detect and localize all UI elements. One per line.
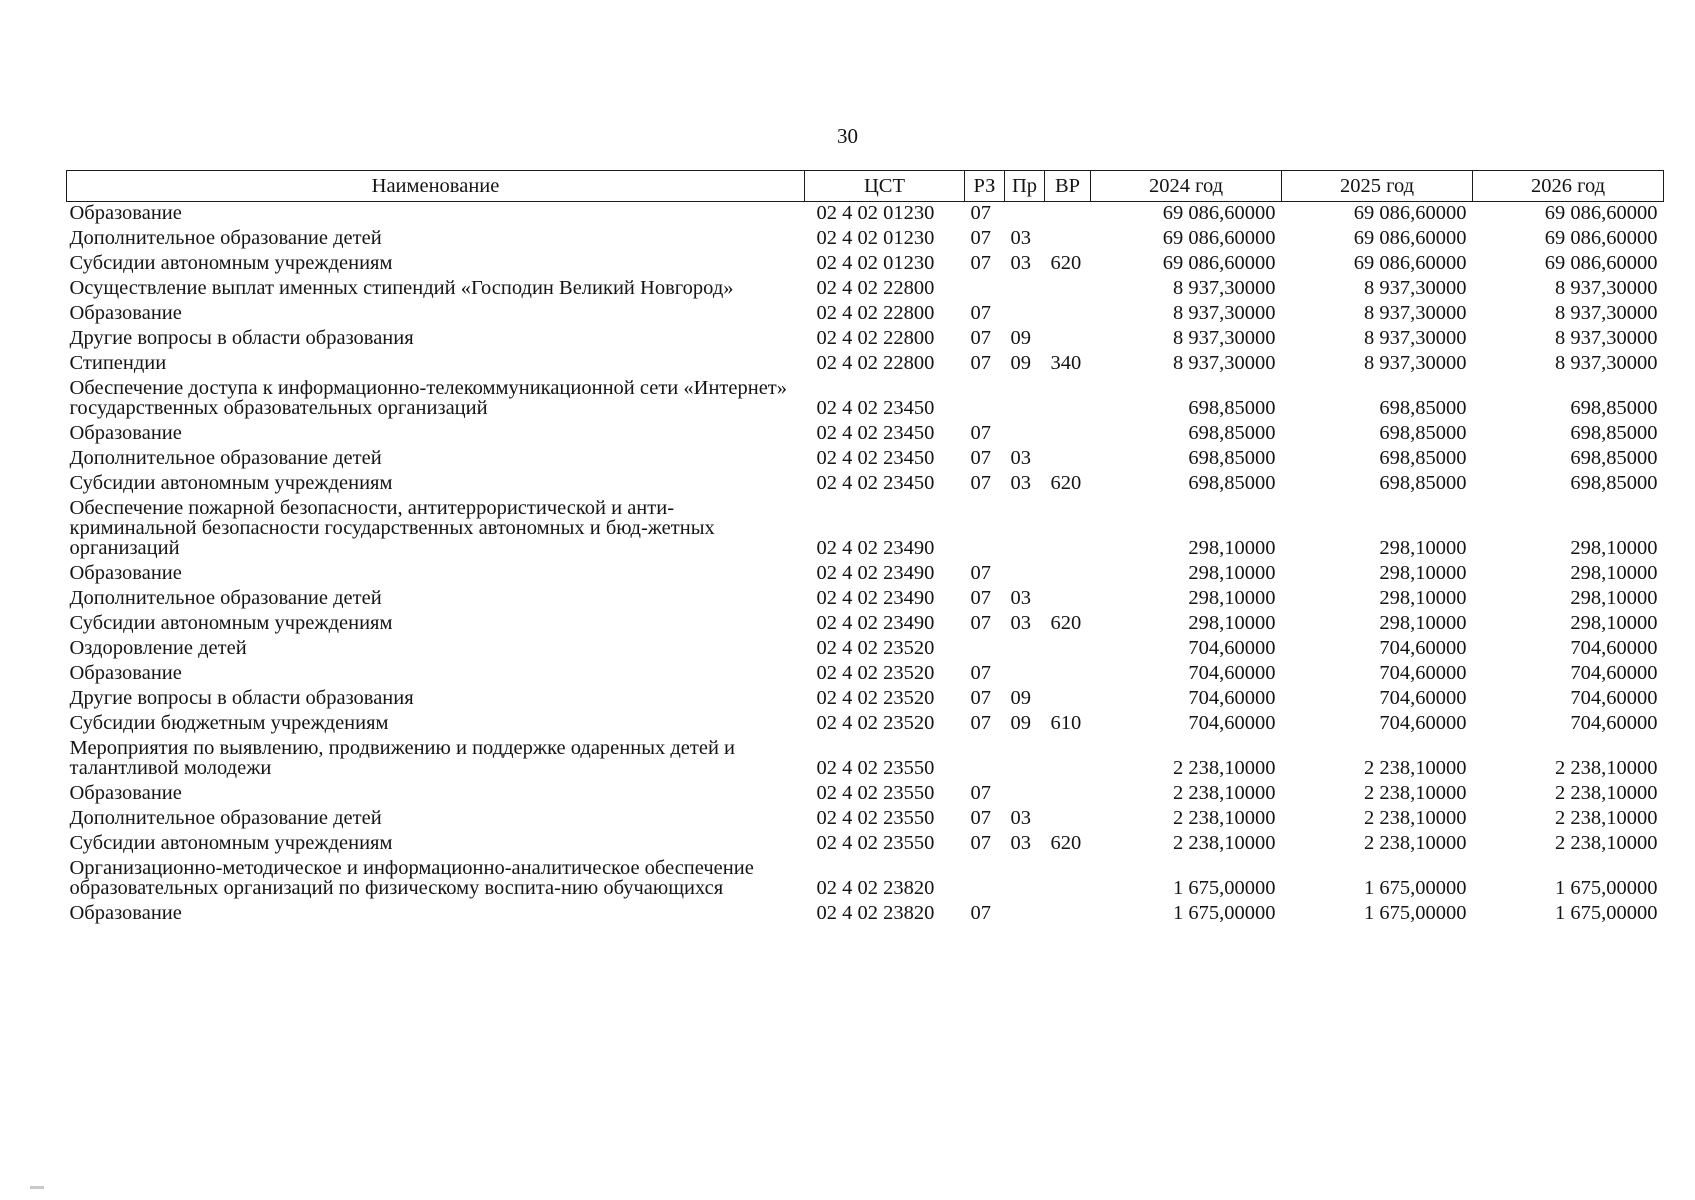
- row-rz: 07: [970, 612, 991, 634]
- row-2026: 1 675,00000: [1555, 902, 1658, 924]
- row-pr: 09: [1010, 327, 1031, 349]
- row-2025: 8 937,30000: [1364, 352, 1467, 374]
- row-2026: 8 937,30000: [1555, 327, 1658, 349]
- row-name: Обеспечение доступа к информационно-телекоммуникационной сети «Интернет» государственных образовательных организаций: [69, 377, 788, 419]
- row-pr: 03: [1010, 832, 1031, 854]
- table-row: [67, 737, 1664, 782]
- row-2024: 698,85000: [1188, 422, 1276, 444]
- row-2024: 2 238,10000: [1173, 757, 1276, 779]
- row-2025: 1 675,00000: [1364, 877, 1467, 899]
- row-rz: 07: [970, 587, 991, 609]
- row-cst: 02 4 02 23550: [816, 807, 935, 829]
- row-cst: 02 4 02 23820: [816, 877, 935, 899]
- row-2025: 1 675,00000: [1364, 902, 1467, 924]
- row-name: Субсидии автономным учреждениям: [69, 252, 393, 274]
- row-name: Обеспечение пожарной безопасности, антитеррористической и анти-криминальной безопасности государственных автономных и бюд-жетных организаций: [69, 497, 715, 559]
- row-2024: 69 086,60000: [1162, 252, 1276, 274]
- row-2026: 698,85000: [1570, 422, 1658, 444]
- row-rz: 07: [970, 227, 991, 249]
- table-row: [67, 637, 1664, 662]
- row-pr: [1005, 202, 1045, 228]
- row-cst: 02 4 02 23520: [816, 687, 935, 709]
- row-2025: 69 086,60000: [1353, 227, 1467, 249]
- row-vr: [1045, 587, 1091, 612]
- row-pr: 09: [1010, 352, 1031, 374]
- row-2024: 298,10000: [1188, 537, 1276, 559]
- row-vr: [1045, 497, 1091, 562]
- row-2025: 2 238,10000: [1364, 807, 1467, 829]
- row-cst: 02 4 02 01230: [816, 252, 935, 274]
- row-vr: [1045, 902, 1091, 927]
- row-2025: 698,85000: [1379, 447, 1467, 469]
- row-vr: 620: [1050, 832, 1082, 854]
- row-cst: 02 4 02 22800: [816, 327, 935, 349]
- row-2025: 298,10000: [1379, 537, 1467, 559]
- row-2025: 698,85000: [1379, 397, 1467, 419]
- row-pr: [1005, 637, 1045, 662]
- row-cst: 02 4 02 23520: [816, 637, 935, 659]
- table-row: [67, 377, 1664, 422]
- row-vr: [1045, 227, 1091, 252]
- header-2026: 2026 год: [1473, 171, 1664, 202]
- table-row: [67, 252, 1664, 277]
- budget-table: [66, 170, 1664, 927]
- row-rz: [965, 637, 1005, 662]
- row-rz: [965, 377, 1005, 422]
- row-cst: 02 4 02 23550: [816, 782, 935, 804]
- row-vr: [1045, 662, 1091, 687]
- header-rz: РЗ: [965, 171, 1005, 202]
- page-number: 30: [837, 124, 858, 148]
- row-pr: 09: [1010, 712, 1031, 734]
- header-cst: ЦСТ: [805, 171, 965, 202]
- row-cst: 02 4 02 22800: [816, 277, 935, 299]
- row-2024: 8 937,30000: [1173, 277, 1276, 299]
- table-row: [67, 497, 1664, 562]
- row-2026: 2 238,10000: [1555, 832, 1658, 854]
- row-rz: 07: [970, 662, 991, 684]
- row-2026: 298,10000: [1570, 612, 1658, 634]
- row-rz: 07: [970, 902, 991, 924]
- row-2025: 8 937,30000: [1364, 277, 1467, 299]
- row-2026: 298,10000: [1570, 562, 1658, 584]
- row-2025: 298,10000: [1379, 587, 1467, 609]
- row-2025: 698,85000: [1379, 422, 1467, 444]
- row-name: Дополнительное образование детей: [69, 447, 382, 469]
- row-pr: [1005, 902, 1045, 927]
- table-row: [67, 472, 1664, 497]
- table-row: [67, 352, 1664, 377]
- row-pr: [1005, 782, 1045, 807]
- row-vr: [1045, 327, 1091, 352]
- row-rz: 07: [970, 302, 991, 324]
- row-cst: 02 4 02 23450: [816, 447, 935, 469]
- row-2026: 704,60000: [1570, 687, 1658, 709]
- row-vr: [1045, 377, 1091, 422]
- row-cst: 02 4 02 23490: [816, 562, 935, 584]
- row-rz: 07: [970, 422, 991, 444]
- table-row: [67, 687, 1664, 712]
- row-pr: 03: [1010, 807, 1031, 829]
- row-2024: 698,85000: [1188, 397, 1276, 419]
- header-name: Наименование: [67, 171, 805, 202]
- row-2024: 298,10000: [1188, 587, 1276, 609]
- row-vr: [1045, 737, 1091, 782]
- row-cst: 02 4 02 23490: [816, 612, 935, 634]
- row-pr: [1005, 857, 1045, 902]
- row-2026: 69 086,60000: [1544, 227, 1658, 249]
- row-cst: 02 4 02 23450: [816, 422, 935, 444]
- row-rz: [965, 857, 1005, 902]
- row-2024: 8 937,30000: [1173, 302, 1276, 324]
- row-2025: 298,10000: [1379, 562, 1467, 584]
- row-2026: 69 086,60000: [1544, 252, 1658, 274]
- row-rz: 07: [970, 687, 991, 709]
- row-name: Субсидии автономным учреждениям: [69, 832, 393, 854]
- row-name: Организационно-методическое и информационно-аналитическое обеспечение образовательных организаций по физическому воспита-нию обучающихся: [69, 857, 754, 899]
- row-2025: 69 086,60000: [1353, 202, 1467, 224]
- table-row: [67, 227, 1664, 252]
- row-2025: 8 937,30000: [1364, 327, 1467, 349]
- row-name: Образование: [69, 302, 182, 324]
- row-2024: 2 238,10000: [1173, 782, 1276, 804]
- table-row: [67, 807, 1664, 832]
- row-2026: 2 238,10000: [1555, 807, 1658, 829]
- row-2026: 8 937,30000: [1555, 277, 1658, 299]
- table-row: [67, 277, 1664, 302]
- row-name: Другие вопросы в области образования: [69, 327, 414, 349]
- row-vr: [1045, 562, 1091, 587]
- row-name: Дополнительное образование детей: [69, 807, 382, 829]
- row-2026: 2 238,10000: [1555, 757, 1658, 779]
- row-pr: 03: [1010, 472, 1031, 494]
- row-name: Образование: [69, 782, 182, 804]
- table-row: [67, 612, 1664, 637]
- header-2025: 2025 год: [1282, 171, 1473, 202]
- table-row: [67, 832, 1664, 857]
- row-cst: 02 4 02 01230: [816, 202, 935, 224]
- row-2024: 704,60000: [1188, 687, 1276, 709]
- row-name: Оздоровление детей: [69, 637, 247, 659]
- row-name: Образование: [69, 662, 182, 684]
- row-pr: 03: [1010, 252, 1031, 274]
- row-vr: 620: [1050, 612, 1082, 634]
- row-vr: 620: [1050, 472, 1082, 494]
- row-name: Субсидии бюджетным учреждениям: [69, 712, 389, 734]
- row-rz: [965, 497, 1005, 562]
- row-name: Образование: [69, 202, 182, 224]
- row-2024: 2 238,10000: [1173, 807, 1276, 829]
- row-name: Субсидии автономным учреждениям: [69, 612, 393, 634]
- header-2024: 2024 год: [1091, 171, 1282, 202]
- row-2026: 698,85000: [1570, 472, 1658, 494]
- row-vr: [1045, 277, 1091, 302]
- row-2024: 704,60000: [1188, 662, 1276, 684]
- row-rz: 07: [970, 807, 991, 829]
- row-rz: 07: [970, 202, 991, 224]
- row-cst: 02 4 02 23550: [816, 757, 935, 779]
- row-rz: 07: [970, 712, 991, 734]
- row-pr: 03: [1010, 447, 1031, 469]
- row-2026: 298,10000: [1570, 537, 1658, 559]
- row-vr: [1045, 422, 1091, 447]
- row-rz: 07: [970, 252, 991, 274]
- row-cst: 02 4 02 23520: [816, 662, 935, 684]
- row-rz: 07: [970, 327, 991, 349]
- row-cst: 02 4 02 23450: [816, 472, 935, 494]
- row-vr: 340: [1050, 352, 1082, 374]
- table-row: [67, 857, 1664, 902]
- row-cst: 02 4 02 23490: [816, 587, 935, 609]
- table-row: [67, 302, 1664, 327]
- row-vr: [1045, 637, 1091, 662]
- row-name: Дополнительное образование детей: [69, 227, 382, 249]
- row-2025: 704,60000: [1379, 712, 1467, 734]
- table-row: [67, 422, 1664, 447]
- row-2024: 1 675,00000: [1173, 877, 1276, 899]
- row-2025: 2 238,10000: [1364, 757, 1467, 779]
- row-2026: 704,60000: [1570, 637, 1658, 659]
- row-2024: 2 238,10000: [1173, 832, 1276, 854]
- row-cst: 02 4 02 23820: [816, 902, 935, 924]
- row-2024: 704,60000: [1188, 712, 1276, 734]
- row-pr: [1005, 277, 1045, 302]
- row-pr: [1005, 737, 1045, 782]
- row-rz: [965, 737, 1005, 782]
- table-row: [67, 587, 1664, 612]
- row-2026: 698,85000: [1570, 397, 1658, 419]
- row-rz: 07: [970, 472, 991, 494]
- table-row: [67, 902, 1664, 927]
- row-2024: 1 675,00000: [1173, 902, 1276, 924]
- row-pr: [1005, 562, 1045, 587]
- row-2026: 298,10000: [1570, 587, 1658, 609]
- row-pr: 03: [1010, 612, 1031, 634]
- row-rz: [965, 277, 1005, 302]
- row-2026: 704,60000: [1570, 662, 1658, 684]
- row-rz: 07: [970, 562, 991, 584]
- row-2025: 2 238,10000: [1364, 782, 1467, 804]
- row-vr: 610: [1050, 712, 1082, 734]
- row-pr: [1005, 422, 1045, 447]
- row-name: Стипендии: [69, 352, 167, 374]
- row-pr: 03: [1010, 227, 1031, 249]
- row-2026: 1 675,00000: [1555, 877, 1658, 899]
- row-name: Другие вопросы в области образования: [69, 687, 414, 709]
- row-name: Осуществление выплат именных стипендий «Господин Великий Новгород»: [69, 277, 734, 299]
- row-2026: 2 238,10000: [1555, 782, 1658, 804]
- row-2025: 69 086,60000: [1353, 252, 1467, 274]
- row-2024: 704,60000: [1188, 637, 1276, 659]
- row-2026: 698,85000: [1570, 447, 1658, 469]
- row-cst: 02 4 02 23490: [816, 537, 935, 559]
- row-rz: 07: [970, 832, 991, 854]
- row-2025: 704,60000: [1379, 637, 1467, 659]
- row-2025: 704,60000: [1379, 662, 1467, 684]
- row-vr: [1045, 447, 1091, 472]
- scan-artifact: [30, 1186, 44, 1189]
- row-2024: 298,10000: [1188, 562, 1276, 584]
- row-vr: [1045, 807, 1091, 832]
- row-2026: 69 086,60000: [1544, 202, 1658, 224]
- row-vr: [1045, 687, 1091, 712]
- row-name: Образование: [69, 902, 182, 924]
- row-vr: [1045, 202, 1091, 228]
- row-2026: 8 937,30000: [1555, 302, 1658, 324]
- table-row: [67, 327, 1664, 352]
- row-pr: [1005, 302, 1045, 327]
- row-rz: 07: [970, 782, 991, 804]
- row-name: Образование: [69, 562, 182, 584]
- row-cst: 02 4 02 23550: [816, 832, 935, 854]
- row-cst: 02 4 02 22800: [816, 302, 935, 324]
- header-pr: Пр: [1005, 171, 1045, 202]
- row-vr: [1045, 302, 1091, 327]
- row-2024: 69 086,60000: [1162, 227, 1276, 249]
- row-rz: 07: [970, 352, 991, 374]
- row-vr: 620: [1050, 252, 1082, 274]
- row-2024: 8 937,30000: [1173, 352, 1276, 374]
- row-2025: 8 937,30000: [1364, 302, 1467, 324]
- row-pr: 09: [1010, 687, 1031, 709]
- row-pr: [1005, 497, 1045, 562]
- row-2025: 298,10000: [1379, 612, 1467, 634]
- table-header-row: [67, 171, 1664, 202]
- row-cst: 02 4 02 23520: [816, 712, 935, 734]
- row-2026: 8 937,30000: [1555, 352, 1658, 374]
- row-2024: 698,85000: [1188, 447, 1276, 469]
- table-row: [67, 782, 1664, 807]
- table-row: [67, 562, 1664, 587]
- row-name: Дополнительное образование детей: [69, 587, 382, 609]
- row-pr: 03: [1010, 587, 1031, 609]
- row-name: Мероприятия по выявлению, продвижению и поддержке одаренных детей и талантливой молодежи: [69, 737, 736, 779]
- table-row: [67, 202, 1664, 228]
- row-cst: 02 4 02 23450: [816, 397, 935, 419]
- table-row: [67, 712, 1664, 737]
- table-row: [67, 447, 1664, 472]
- row-2024: 698,85000: [1188, 472, 1276, 494]
- row-2025: 2 238,10000: [1364, 832, 1467, 854]
- row-2024: 298,10000: [1188, 612, 1276, 634]
- row-2025: 704,60000: [1379, 687, 1467, 709]
- row-2026: 704,60000: [1570, 712, 1658, 734]
- row-name: Образование: [69, 422, 182, 444]
- header-vr: ВР: [1045, 171, 1091, 202]
- row-cst: 02 4 02 01230: [816, 227, 935, 249]
- table-row: [67, 662, 1664, 687]
- row-pr: [1005, 662, 1045, 687]
- row-name: Субсидии автономным учреждениям: [69, 472, 393, 494]
- row-2024: 8 937,30000: [1173, 327, 1276, 349]
- row-pr: [1005, 377, 1045, 422]
- row-2025: 698,85000: [1379, 472, 1467, 494]
- row-rz: 07: [970, 447, 991, 469]
- row-2024: 69 086,60000: [1162, 202, 1276, 224]
- row-cst: 02 4 02 22800: [816, 352, 935, 374]
- row-vr: [1045, 782, 1091, 807]
- row-vr: [1045, 857, 1091, 902]
